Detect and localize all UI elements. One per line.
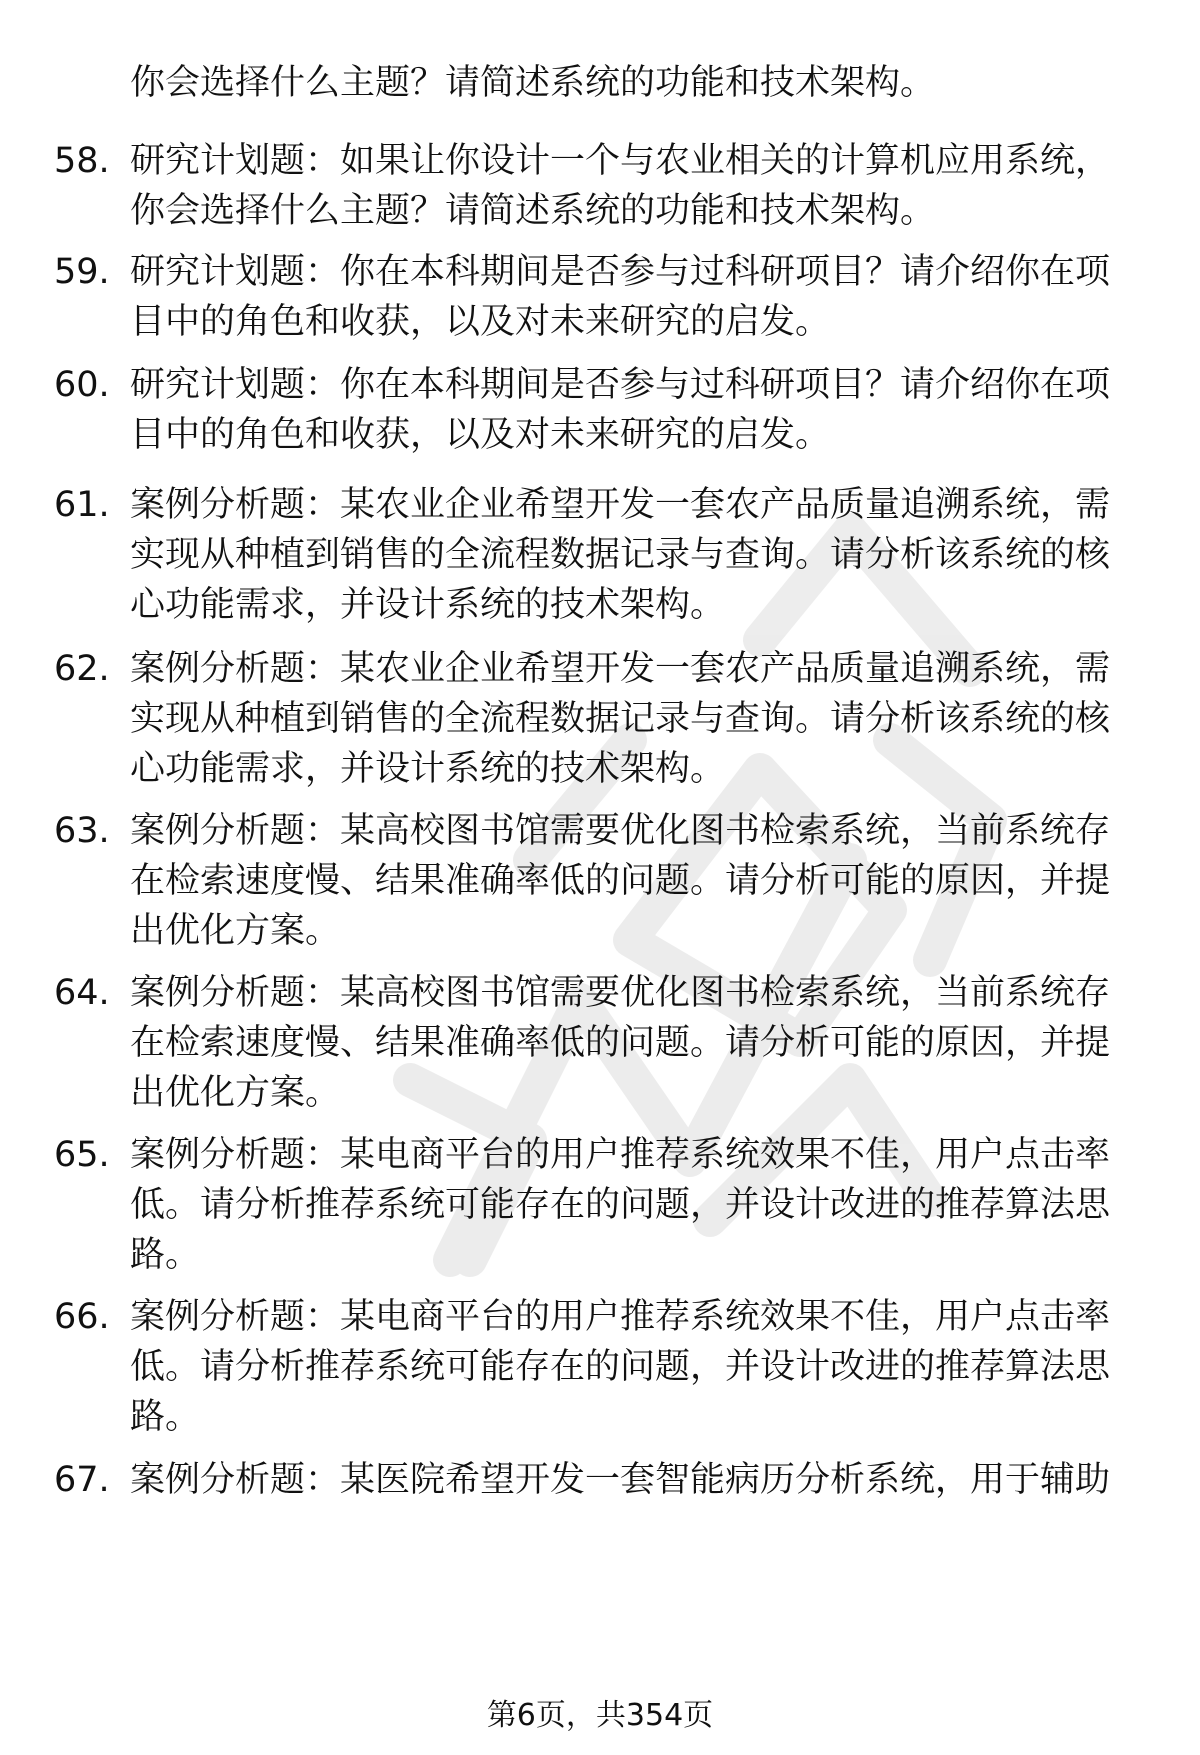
question-number: 64. (54, 973, 110, 1013)
question-text-line: 目中的角色和收获，以及对未来研究的启发。 (130, 302, 831, 342)
question-text-line: 案例分析题：某农业企业希望开发一套农产品质量追溯系统，需 (130, 485, 1111, 525)
question-text-line: 案例分析题：某医院希望开发一套智能病历分析系统，用于辅助 (130, 1460, 1111, 1500)
question-text-line: 在检索速度慢、结果准确率低的问题。请分析可能的原因，并提 (130, 1023, 1111, 1063)
question-text-line: 研究计划题：如果让你设计一个与农业相关的计算机应用系统， (130, 141, 1111, 181)
question-text-line: 目中的角色和收获，以及对未来研究的启发。 (130, 415, 831, 455)
question-number: 67. (54, 1460, 110, 1500)
question-text-line: 路。 (130, 1235, 201, 1275)
question-number: 63. (54, 811, 110, 851)
question-number: 66. (54, 1297, 110, 1337)
continued-question-text: 你会选择什么主题？请简述系统的功能和技术架构。 (130, 63, 936, 103)
question-number: 62. (54, 649, 110, 689)
question-number: 59. (54, 252, 110, 292)
question-text-line: 案例分析题：某电商平台的用户推荐系统效果不佳，用户点击率 (130, 1297, 1111, 1337)
question-text-line: 案例分析题：某电商平台的用户推荐系统效果不佳，用户点击率 (130, 1135, 1111, 1175)
question-text-line: 研究计划题：你在本科期间是否参与过科研项目？请介绍你在项 (130, 365, 1111, 405)
question-text-line: 你会选择什么主题？请简述系统的功能和技术架构。 (130, 191, 936, 231)
question-text-line: 出优化方案。 (130, 1073, 341, 1113)
question-text-line: 心功能需求，并设计系统的技术架构。 (130, 585, 726, 625)
question-text-line: 低。请分析推荐系统可能存在的问题，并设计改进的推荐算法思 (130, 1185, 1111, 1225)
question-text-line: 案例分析题：某农业企业希望开发一套农产品质量追溯系统，需 (130, 649, 1111, 689)
question-text-line: 实现从种植到销售的全流程数据记录与查询。请分析该系统的核 (130, 535, 1111, 575)
question-text-line: 在检索速度慢、结果准确率低的问题。请分析可能的原因，并提 (130, 861, 1111, 901)
question-text-line: 低。请分析推荐系统可能存在的问题，并设计改进的推荐算法思 (130, 1347, 1111, 1387)
question-text-line: 路。 (130, 1397, 201, 1437)
question-number: 61. (54, 485, 110, 525)
question-number: 60. (54, 365, 110, 405)
question-text-line: 案例分析题：某高校图书馆需要优化图书检索系统，当前系统存 (130, 973, 1111, 1013)
question-number: 65. (54, 1135, 110, 1175)
question-text-line: 实现从种植到销售的全流程数据记录与查询。请分析该系统的核 (130, 699, 1111, 739)
question-text-line: 研究计划题：你在本科期间是否参与过科研项目？请介绍你在项 (130, 252, 1111, 292)
question-text-line: 出优化方案。 (130, 911, 341, 951)
question-number: 58. (54, 141, 110, 181)
question-text-line: 案例分析题：某高校图书馆需要优化图书检索系统，当前系统存 (130, 811, 1111, 851)
question-text-line: 心功能需求，并设计系统的技术架构。 (130, 749, 726, 789)
page-footer: 第6页，共354页 (486, 1698, 714, 1733)
